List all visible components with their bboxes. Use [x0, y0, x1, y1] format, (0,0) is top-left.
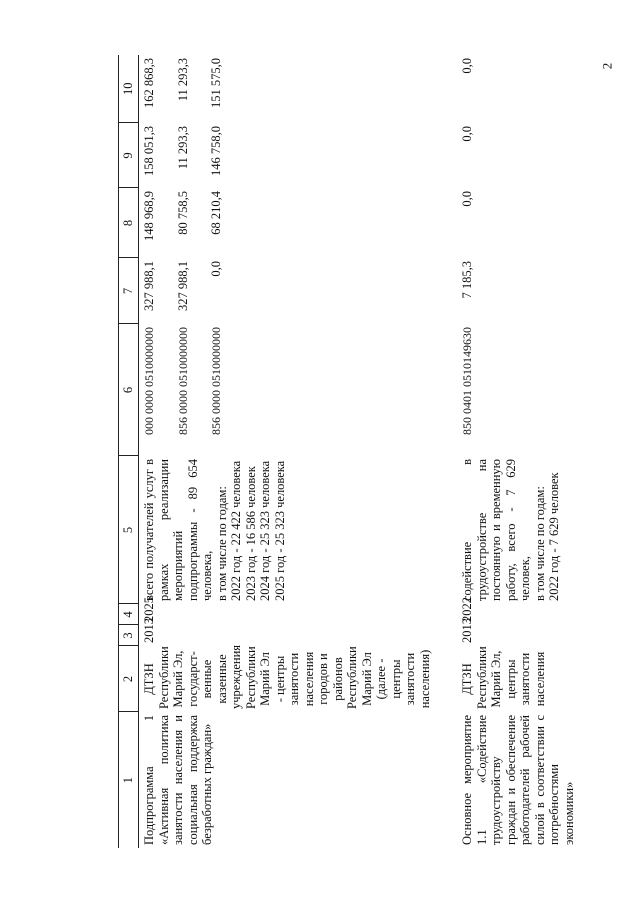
- result-line: всего получателей услуг в рамках реализации мероприятий подпрограммы - 89 654 человека,: [142, 459, 214, 601]
- cell-result: [139, 456, 435, 604]
- header-cell: 8: [119, 188, 139, 258]
- cell-budget-code: [457, 324, 578, 456]
- result-line: 2025 год - 25 323 человека: [272, 460, 287, 601]
- amount: 0,0: [209, 261, 223, 277]
- header-cell: 6: [119, 324, 139, 456]
- header-row: [119, 55, 139, 848]
- header-cell: 7: [119, 258, 139, 324]
- cell-amount-col7: [457, 258, 578, 324]
- cell-amount-col9: [457, 123, 578, 188]
- amount: 11 293,3: [175, 58, 190, 102]
- amount: 148 968,9: [142, 191, 156, 241]
- page-number: 2: [599, 62, 615, 70]
- table-row-subprogram-1: [139, 55, 435, 848]
- amount: 0,0: [460, 126, 474, 142]
- cell-amount-col10: [457, 55, 578, 123]
- result-line: содействие в трудоустройстве на постоянную и временную работу, всего - 7 629 человек,: [460, 459, 532, 601]
- cell-amount-col10: [139, 55, 435, 123]
- header-cell: 10: [119, 55, 139, 123]
- spacer-row: [434, 55, 457, 848]
- result-line: 2022 год - 7 629 человек: [547, 472, 561, 601]
- amount: 151 575,0: [209, 58, 223, 108]
- program-table: [118, 55, 578, 848]
- budget-code: 856 0000 0510000000: [175, 327, 190, 435]
- amount: 0,0: [460, 191, 474, 207]
- cell-amount-col8: [457, 188, 578, 258]
- cell-start-year: 2013: [142, 618, 156, 643]
- cell-amount-col7: [139, 258, 435, 324]
- cell-executor: ДТЗН Республики Марий Эл, государст-венные казенные учреждения Республики Марий Эл - центры занятости населения городов и районов Республики Марий Эл (далее - центры занятости населения): [142, 644, 432, 709]
- amount: 0,0: [460, 58, 474, 74]
- cell-name: Основное мероприятие 1.1 «Содействие трудоустройству граждан и обеспечение работодателей рабочей силой в соответствии с потребностями экономики»: [460, 715, 576, 845]
- cell-end-year: 2022: [460, 597, 474, 622]
- header-cell: 1: [119, 712, 139, 848]
- header-cell: 3: [119, 625, 139, 646]
- budget-code: 850 0401 0510149630: [460, 327, 474, 435]
- amount: 158 051,3: [142, 126, 156, 176]
- cell-budget-code: [139, 324, 435, 456]
- header-cell: 5: [119, 456, 139, 604]
- amount: 327 988,1: [175, 261, 190, 311]
- result-line: 2024 год - 25 323 человека: [258, 460, 272, 601]
- result-line: 2022 год - 22 422 человека: [229, 460, 243, 601]
- amount: 7 185,3: [460, 261, 474, 299]
- cell-amount-col8: [139, 188, 435, 258]
- amount: 80 758,5: [175, 191, 190, 235]
- result-line: в том числе по годам:: [214, 486, 229, 601]
- budget-code: 000 0000 0510000000: [142, 327, 156, 435]
- cell-name: Подпрограмма 1 «Активная политика занятости населения и социальная поддержка безработных граждан»: [142, 715, 214, 845]
- cell-executor: ДТЗН Республики Марий Эл, центры занятости населения: [460, 646, 547, 709]
- amount: 11 293,3: [175, 126, 190, 170]
- amount: 327 988,1: [142, 261, 156, 311]
- result-line: 2023 год - 16 586 человек: [243, 466, 258, 601]
- cell-result: [457, 456, 578, 604]
- cell-start-year: 2013: [460, 618, 474, 643]
- table-row-measure-1-1: [457, 55, 578, 848]
- header-cell: 4: [119, 604, 139, 625]
- cell-end-year: 2025: [142, 597, 156, 622]
- rotated-table-page: [118, 55, 623, 848]
- result-line: в том числе по годам:: [532, 486, 547, 601]
- header-cell: 2: [119, 646, 139, 712]
- cell-amount-col9: [139, 123, 435, 188]
- budget-code: 856 0000 0510000000: [209, 327, 223, 435]
- header-cell: 9: [119, 123, 139, 188]
- amount: 68 210,4: [209, 191, 223, 235]
- amount: 162 868,3: [142, 58, 156, 108]
- amount: 146 758,0: [209, 126, 223, 176]
